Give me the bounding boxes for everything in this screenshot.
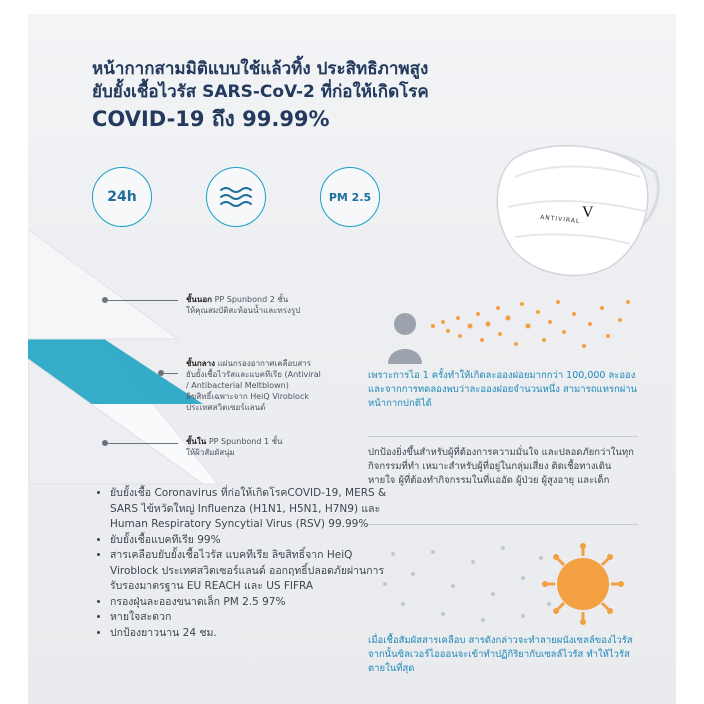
feature-list bbox=[96, 486, 396, 641]
layer-middle-title: ชั้นกลาง bbox=[186, 359, 216, 368]
feature-item: • ปกป้องยาวนาน 24 ชม. bbox=[110, 626, 396, 642]
layer-outer-text: PP Spunbond 2 ชั้น ให้คุณสมบัติสะท้อนน้ำและทรงรูป bbox=[186, 295, 301, 315]
layer-inner-title: ชั้นใน bbox=[186, 437, 207, 446]
virus-illustration bbox=[373, 534, 643, 634]
layer-middle-text: แผ่นกรองอากาศเคลือบสาร ยับยั้งเชื้อไวรัสและแบคทีเรีย (Antiviral / Antibacterial Meltblown) ลิขสิทธิ์เฉพาะจาก HeiQ Viroblock ประเทศสวิตเซอร์แลนด์ bbox=[186, 359, 321, 412]
divider-1 bbox=[368, 436, 638, 437]
protect-text: ปกป้องยิ่งขึ้นสำหรับผู้ที่ต้องการความมั่นใจ และปลอดภัยกว่าในทุกกิจกรรมที่ทำ เหมาะสำหรับผู้ที่อยู่ในกลุ่มเสี่ยง ติดเชื้อทางเดินหายใจ ผู้ที่ต้องทำกิจกรรมในที่แออัด ผู้ป่วย ผู้สูงอายุ และเด็ก bbox=[368, 447, 634, 486]
headline bbox=[92, 58, 429, 134]
feature-item: • ยับยั้งเชื้อแบคทีเรีย 99% bbox=[110, 533, 396, 549]
divider-2 bbox=[368, 524, 638, 525]
feature-item: • หายใจสะดวก bbox=[110, 610, 396, 626]
product-poster bbox=[28, 14, 676, 704]
headline-line-3: COVID-19 ถึง 99.99% bbox=[92, 107, 330, 131]
layer-outer-line bbox=[108, 300, 178, 301]
feature-item: • สารเคลือบยับยั้งเชื้อไวรัส แบคทีเรีย ลิขสิทธิ์จาก HeiQ Viroblock ประเทศสวิตเซอร์แลนด์ ออกฤทธิ์ปลอดภัยผ่านการรับรองมาตรฐาน EU REACH และ US FIFRA bbox=[110, 548, 396, 595]
sneeze-text: เพราะการไอ 1 ครั้งทำให้เกิดละอองฝอยมากกว่า 100,000 ละออง และจากการทดลองพบว่าละอองฝอยจำนวนหนึ่ง สามารถแทรกผ่านหน้ากากปกติได้ bbox=[368, 370, 638, 409]
layer-inner-line bbox=[108, 443, 178, 444]
virus-text: เมื่อเชื้อสัมผัสสารเคลือบ สารดังกล่าวจะทำลายผนังเซลล์ของไวรัส จากนั้นซิลเวอร์ไอออนจะเข้าทำปฏิกิริยากับเซลล์ไวรัส ทำให้ไวรัสตายในที่สุด bbox=[368, 635, 633, 674]
layer-middle-line bbox=[164, 373, 178, 374]
mask-logo: V bbox=[582, 204, 594, 221]
mask-brand-text: ANTIVIRAL bbox=[539, 213, 581, 226]
layer-middle-callout bbox=[186, 358, 386, 413]
badge-24h-label: 24h bbox=[107, 189, 137, 205]
sneeze-illustration bbox=[388, 296, 638, 366]
feature-item: • ยับยั้งเชื้อ Coronavirus ที่ก่อให้เกิดโรคCOVID-19, MERS & SARS ไข้หวัดใหญ่ Influenza (H1N1, H5N1, H7N9) และ Human Respiratory Syncytial Virus (RSV) 99.99% bbox=[110, 486, 396, 533]
layer-inner-callout bbox=[186, 436, 376, 458]
headline-line-1: หน้ากากสามมิติแบบใช้แล้วทิ้ง ประสิทธิภาพสูง bbox=[92, 59, 429, 79]
mask-image bbox=[490, 132, 670, 282]
layer-outer-title: ชั้นนอก bbox=[186, 295, 213, 304]
feature-item: • กรองฝุ่นละอองขนาดเล็ก PM 2.5 97% bbox=[110, 595, 396, 611]
layer-inner-text: PP Spunbond 1 ชั้น ให้ผิวสัมผัสนุ่ม bbox=[186, 437, 283, 457]
badge-24h bbox=[92, 167, 152, 227]
airflow-icon bbox=[206, 167, 266, 227]
headline-line-2: ยับยั้งเชื้อไวรัส SARS-CoV-2 ที่ก่อให้เกิดโรค bbox=[92, 82, 429, 102]
badge-pm25-label: PM 2.5 bbox=[328, 190, 372, 204]
badge-pm25 bbox=[320, 167, 380, 227]
layer-outer-callout bbox=[186, 294, 376, 316]
airflow-icon-graphic bbox=[219, 184, 253, 210]
